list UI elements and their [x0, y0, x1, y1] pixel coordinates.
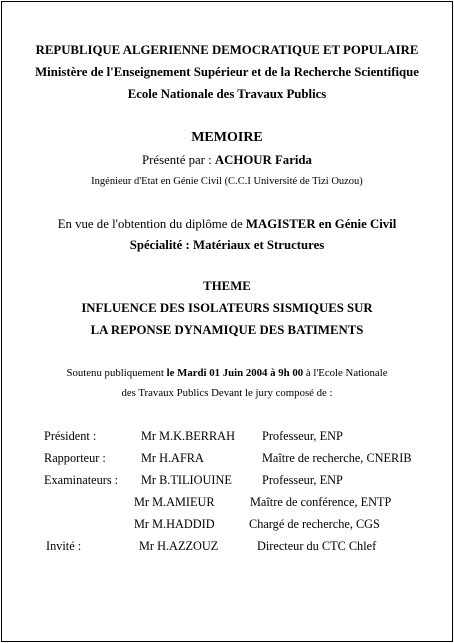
jury-role: Invité :: [46, 539, 82, 553]
jury-role: Président :: [44, 429, 97, 443]
jury-role: Examinateurs :: [44, 473, 119, 487]
defense-date: le Mardi 01 Juin 2004 à 9h 00: [166, 367, 304, 379]
diploma-line: [0, 217, 454, 232]
jury-name: Mr M.HADDID: [134, 517, 215, 531]
jury-name: Mr M.K.BERRAH: [141, 429, 235, 443]
jury-name: Mr M.AMIEUR: [134, 495, 215, 509]
defense-line-2: des Travaux Publics Devant le jury composé de :: [121, 387, 333, 399]
jury-position: Maître de conférence, ENTP: [250, 495, 392, 509]
presented-by-line: [0, 153, 454, 168]
diploma-prefix: En vue de l'obtention du diplôme de: [57, 217, 246, 231]
jury-position: Professeur, ENP: [262, 429, 343, 443]
theme-line-1: INFLUENCE DES ISOLATEURS SISMIQUES SUR: [81, 301, 373, 315]
jury-position: Professeur, ENP: [262, 473, 343, 487]
jury-name: Mr B.TILIOUINE: [141, 473, 232, 487]
defense-line-1: [0, 367, 454, 379]
author-name: ACHOUR Farida: [214, 153, 312, 167]
header-school: Ecole Nationale des Travaux Publics: [127, 87, 327, 101]
specialty-line: Spécialité : Matériaux et Structures: [129, 238, 325, 252]
jury-position: Directeur du CTC Chlef: [257, 539, 377, 553]
header-ministry: Ministère de l'Enseignement Supérieur et de la Recherche Scientifique: [35, 65, 419, 79]
jury-position: Maître de recherche, CNERIB: [262, 451, 412, 465]
theme-label: THEME: [203, 279, 251, 293]
theme-line-2: LA REPONSE DYNAMIQUE DES BATIMENTS: [90, 323, 364, 337]
defense-post: à l'Ecole Nationale: [303, 367, 388, 379]
jury-name: Mr H.AFRA: [141, 451, 204, 465]
memoire-title: MEMOIRE: [191, 130, 263, 145]
diploma-degree: MAGISTER en Génie Civil: [245, 217, 397, 231]
jury-name: Mr H.AZZOUZ: [139, 539, 219, 553]
defense-pre: Soutenu publiquement: [66, 367, 167, 379]
header-republic: REPUBLIQUE ALGERIENNE DEMOCRATIQUE ET POPULAIRE: [35, 43, 419, 57]
jury-position: Chargé de recherche, CGS: [249, 517, 380, 531]
jury-role: Rapporteur :: [44, 451, 106, 465]
presented-label: Présenté par :: [142, 153, 215, 167]
author-qualification: Ingénieur d'Etat en Génie Civil (C.C.I Université de Tizi Ouzou): [91, 176, 363, 187]
